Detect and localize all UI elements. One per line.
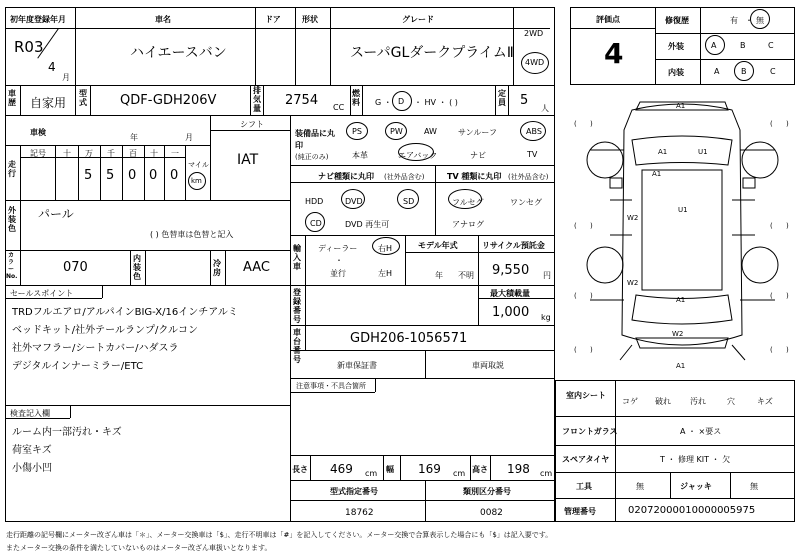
tools-value: 無 bbox=[636, 482, 644, 491]
len-label: 長さ bbox=[292, 465, 308, 474]
hgt-label: 高さ bbox=[472, 465, 488, 474]
check-line-2: 荷室キズ bbox=[12, 445, 52, 456]
era-value: R03 bbox=[14, 38, 44, 56]
paren-rr-close: ) bbox=[786, 292, 789, 300]
equip-sunroof: サンルーフ bbox=[458, 128, 497, 137]
odo-label: 走行 bbox=[8, 160, 16, 178]
odo-digit-3: 0 bbox=[149, 168, 158, 183]
tv-label: TV 種類に丸印 bbox=[447, 172, 502, 181]
import-right: 右H bbox=[378, 244, 393, 253]
ac-value: AAC bbox=[243, 260, 270, 275]
chassis-label: 車台番号 bbox=[293, 328, 301, 364]
mark-hood-a1: A1 bbox=[658, 148, 668, 156]
month-value: 4 bbox=[48, 60, 56, 74]
odo-digit-1: 5 bbox=[106, 168, 115, 183]
car-name-value: ハイエースバン bbox=[130, 45, 227, 61]
grade-label: グレード bbox=[402, 15, 434, 24]
import-parallel: 並行 bbox=[330, 269, 346, 278]
wid-label: 幅 bbox=[386, 465, 394, 474]
seat-yabure: 破れ bbox=[655, 397, 671, 406]
fuel-hv: ・ HV ・ ( ) bbox=[414, 98, 458, 107]
paren-bl-close: ) bbox=[590, 346, 593, 354]
class-no-label: 類別区分番号 bbox=[463, 487, 511, 496]
navi-label: ナビ種類に丸印 bbox=[318, 172, 374, 181]
cap-value: 5 bbox=[520, 93, 529, 108]
repair-label: 修復歴 bbox=[665, 16, 689, 25]
mark-rear-w2: W2 bbox=[627, 279, 639, 287]
class-no-value: 0082 bbox=[480, 508, 503, 518]
mark-front-a1: A1 bbox=[676, 102, 686, 110]
equip-abs: ABS bbox=[526, 127, 542, 136]
odo-digit-label-1: 万 bbox=[85, 149, 93, 158]
cap-label: 定員 bbox=[498, 89, 506, 107]
odo-unit-km: km bbox=[191, 177, 202, 185]
interior-c: C bbox=[770, 67, 776, 76]
hgt-unit: cm bbox=[540, 469, 553, 478]
tv-sub: (社外品含む) bbox=[508, 173, 549, 181]
repair-no: 無 bbox=[756, 16, 764, 25]
odo-digit-4: 0 bbox=[170, 168, 179, 183]
model-year-label: モデル年式 bbox=[418, 241, 458, 250]
tools-label: 工具 bbox=[576, 482, 592, 491]
inspection-label: 車検 bbox=[30, 128, 46, 137]
equip-aw: AW bbox=[424, 127, 437, 136]
jack-label: ジャッキ bbox=[680, 482, 712, 491]
wheel-rear-left bbox=[587, 247, 623, 283]
model-year-year: 年 bbox=[435, 271, 443, 280]
footer-note-2: またメーター交換の条件を満たしていないものはメーター改ざん車扱いとなります。 bbox=[6, 544, 272, 552]
load-label: 最大積載量 bbox=[490, 289, 530, 298]
inspection-month: 月 bbox=[185, 133, 193, 142]
spare-label: スペアタイヤ bbox=[562, 455, 610, 464]
grade-value: スーパGLダークプライムⅡ bbox=[350, 45, 514, 61]
paren-fl-close: ) bbox=[590, 120, 593, 128]
equip-sub: (純正のみ) bbox=[295, 153, 329, 161]
navi-dvd-play: DVD 再生可 bbox=[345, 220, 390, 229]
disp-unit: CC bbox=[333, 103, 345, 112]
import-label: 輸入車 bbox=[293, 244, 301, 271]
interior-a: A bbox=[714, 67, 720, 76]
odo-digit-label-0: 十 bbox=[63, 149, 71, 158]
jack-value: 無 bbox=[750, 482, 758, 491]
equip-pw: PW bbox=[390, 127, 403, 136]
use-label: 車歴 bbox=[8, 89, 16, 107]
wid-value: 169 bbox=[418, 462, 441, 476]
paren-fl-open: ( bbox=[574, 120, 577, 128]
exterior-a: A bbox=[711, 41, 717, 50]
repair-dot: ・ bbox=[745, 16, 753, 25]
import-dealer: ディーラー bbox=[318, 244, 358, 253]
paren-br-close: ) bbox=[786, 346, 789, 354]
color-label: 外装色 bbox=[8, 206, 16, 233]
name-label: 車名 bbox=[155, 15, 171, 24]
seat-yogore: 汚れ bbox=[690, 397, 706, 406]
roof-panel bbox=[642, 170, 722, 290]
odo-digit-label-4: 十 bbox=[150, 149, 158, 158]
recycle-label: リサイクル預託金 bbox=[482, 241, 545, 250]
mark-rear-a1: A1 bbox=[676, 296, 686, 304]
windshield bbox=[632, 136, 732, 165]
wheel-front-right bbox=[742, 142, 778, 178]
score-value: 4 bbox=[604, 37, 624, 70]
manage-value: 02072000010000005975 bbox=[628, 505, 756, 516]
equip-tv: TV bbox=[527, 150, 538, 159]
wheel-front-left bbox=[587, 142, 623, 178]
seat-koge: コゲ bbox=[622, 397, 638, 406]
shift-label: シフト bbox=[240, 120, 264, 129]
paren-ml-open: ( bbox=[574, 222, 577, 230]
recycle-value: 9,550 bbox=[492, 263, 530, 278]
footer-note-1: 走行距離の記号欄にメーター改ざん車は「＊」、メーター交換車は「$」、走行不明車は「#」を記入してください。メーター交換で合算表示した場合にも「$」は記入要です。 bbox=[6, 531, 553, 539]
mark-bottom-a1: A1 bbox=[676, 362, 686, 370]
navi-sd: SD bbox=[403, 197, 415, 206]
color-note: ( ) 色替車は色替と記入 bbox=[150, 230, 234, 239]
use-value: 自家用 bbox=[30, 96, 67, 110]
door-label: ドア bbox=[265, 15, 281, 24]
odo-digit-2: 0 bbox=[128, 168, 137, 183]
glass-value: A ・ ×要ス bbox=[680, 427, 722, 436]
score-label: 評価点 bbox=[596, 15, 620, 24]
hgt-value: 198 bbox=[507, 462, 530, 476]
exterior-c: C bbox=[768, 41, 774, 50]
model-value: QDF-GDH206V bbox=[120, 93, 217, 108]
paren-bl-open: ( bbox=[574, 346, 577, 354]
mirror-right bbox=[743, 178, 755, 188]
sales-line-4: デジタルインナーミラー/ETC bbox=[12, 361, 144, 372]
exterior-label: 外装 bbox=[668, 42, 684, 51]
inspection-year: 年 bbox=[130, 133, 138, 142]
sales-line-2: ベッドキット/社外テールランプ/クルコン bbox=[12, 325, 199, 336]
equip-airbag: エアバック bbox=[398, 151, 438, 160]
odo-digit-label-2: 千 bbox=[107, 149, 115, 158]
odo-digit-0: 5 bbox=[84, 168, 93, 183]
drive-4wd: 4WD bbox=[525, 58, 545, 67]
rear-bumper bbox=[636, 338, 728, 348]
import-left: 左H bbox=[378, 269, 393, 278]
check-label: 検査記入欄 bbox=[10, 409, 50, 418]
spare-value: T ・ 修理 KIT ・ 欠 bbox=[660, 455, 731, 464]
mark-roof-u1: U1 bbox=[678, 206, 688, 214]
sales-label: セールスポイント bbox=[10, 289, 74, 298]
mirror-left bbox=[610, 178, 622, 188]
warranty-new: 新車保証書 bbox=[337, 361, 377, 370]
odo-unit-mile: マイル bbox=[188, 161, 209, 169]
glass-label: フロントガラス bbox=[562, 427, 618, 436]
mark-side-w2: W2 bbox=[627, 214, 639, 222]
car-damage-diagram bbox=[570, 90, 795, 375]
reg-label: 登録番号 bbox=[293, 288, 301, 324]
drive-2wd: 2WD bbox=[524, 29, 544, 38]
odo-digit-label-3: 百 bbox=[129, 149, 137, 158]
shift-value: IAT bbox=[237, 152, 259, 168]
recycle-unit: 円 bbox=[543, 271, 551, 280]
equip-navi: ナビ bbox=[470, 151, 486, 160]
tv-oneseg: ワンセグ bbox=[510, 198, 542, 207]
exterior-b: B bbox=[740, 41, 746, 50]
tv-fullseg: フルセグ bbox=[452, 198, 484, 207]
fuel-label: 燃料 bbox=[352, 89, 360, 107]
odo-mark-label: 記号 bbox=[30, 149, 46, 158]
len-value: 469 bbox=[330, 462, 353, 476]
fuel-g: G ・ bbox=[375, 98, 392, 107]
mark-roof-a1: A1 bbox=[652, 170, 662, 178]
notes-label: 注意事項・不具合箇所 bbox=[296, 382, 366, 390]
load-value: 1,000 bbox=[492, 305, 530, 320]
type-no-label: 型式指定番号 bbox=[330, 487, 378, 496]
import-dot: ・ bbox=[335, 256, 343, 265]
model-label: 型式 bbox=[79, 89, 87, 107]
type-no-value: 18762 bbox=[345, 508, 374, 518]
check-line-1: ルーム内一部汚れ・キズ bbox=[12, 427, 122, 438]
load-unit: kg bbox=[541, 313, 551, 322]
disp-value: 2754 bbox=[285, 93, 319, 108]
seat-kizu: キズ bbox=[757, 397, 773, 406]
paren-ml-close: ) bbox=[590, 222, 593, 230]
wid-unit: cm bbox=[453, 469, 466, 478]
year-label: 初年度登録年月 bbox=[10, 15, 66, 24]
interior-b: B bbox=[741, 67, 747, 76]
warranty-manual: 車両取説 bbox=[472, 361, 504, 370]
interior-label: 内装 bbox=[668, 68, 684, 77]
sales-line-1: TRDフルエアロ/アルパインBIG-X/16インチアルミ bbox=[12, 307, 238, 318]
seat-ana: 穴 bbox=[727, 397, 735, 406]
paren-rr-open: ( bbox=[770, 292, 773, 300]
cap-unit: 人 bbox=[541, 104, 549, 113]
chassis-value: GDH206-1056571 bbox=[350, 331, 468, 346]
mark-hood-u1: U1 bbox=[698, 148, 708, 156]
color-no-label: カラーNo. bbox=[6, 252, 18, 280]
navi-sub: (社外品含む) bbox=[384, 173, 425, 181]
paren-rl-open: ( bbox=[574, 292, 577, 300]
wheel-rear-right bbox=[742, 247, 778, 283]
paren-fr-close: ) bbox=[786, 120, 789, 128]
paren-mr-close: ) bbox=[786, 222, 789, 230]
shape-label: 形状 bbox=[302, 15, 318, 24]
equip-label: 装備品に丸印 bbox=[295, 129, 335, 150]
sales-line-3: 社外マフラー/シートカバー/ハダスラ bbox=[12, 343, 179, 354]
paren-rl-close: ) bbox=[590, 292, 593, 300]
seat-label: 室内シート bbox=[566, 391, 606, 400]
body-outline bbox=[622, 104, 742, 345]
color-value: パール bbox=[38, 207, 74, 221]
navi-hdd: HDD bbox=[305, 197, 324, 206]
repair-yes: 有 bbox=[730, 16, 738, 25]
manage-label: 管理番号 bbox=[564, 507, 596, 516]
navi-cd: CD bbox=[310, 219, 322, 228]
paren-br-open: ( bbox=[770, 346, 773, 354]
fuel-d: D bbox=[398, 97, 405, 106]
odo-digit-label-5: 一 bbox=[171, 149, 179, 158]
interior-color-label: 内装色 bbox=[133, 254, 141, 281]
mark-bumper-w2: W2 bbox=[672, 330, 684, 338]
len-unit: cm bbox=[365, 469, 378, 478]
color-no-value: 070 bbox=[63, 260, 88, 275]
navi-dvd: DVD bbox=[345, 197, 363, 206]
disp-label: 排気量 bbox=[253, 86, 261, 113]
month-unit: 月 bbox=[62, 73, 70, 82]
paren-fr-open: ( bbox=[770, 120, 773, 128]
ac-label: 冷房 bbox=[213, 259, 221, 277]
equip-ps: PS bbox=[352, 127, 362, 136]
model-year-unknown: 不明 bbox=[458, 271, 474, 280]
check-line-3: 小傷小凹 bbox=[12, 463, 52, 474]
paren-mr-open: ( bbox=[770, 222, 773, 230]
tv-analog: アナログ bbox=[452, 220, 484, 229]
equip-leather: 本革 bbox=[352, 151, 368, 160]
